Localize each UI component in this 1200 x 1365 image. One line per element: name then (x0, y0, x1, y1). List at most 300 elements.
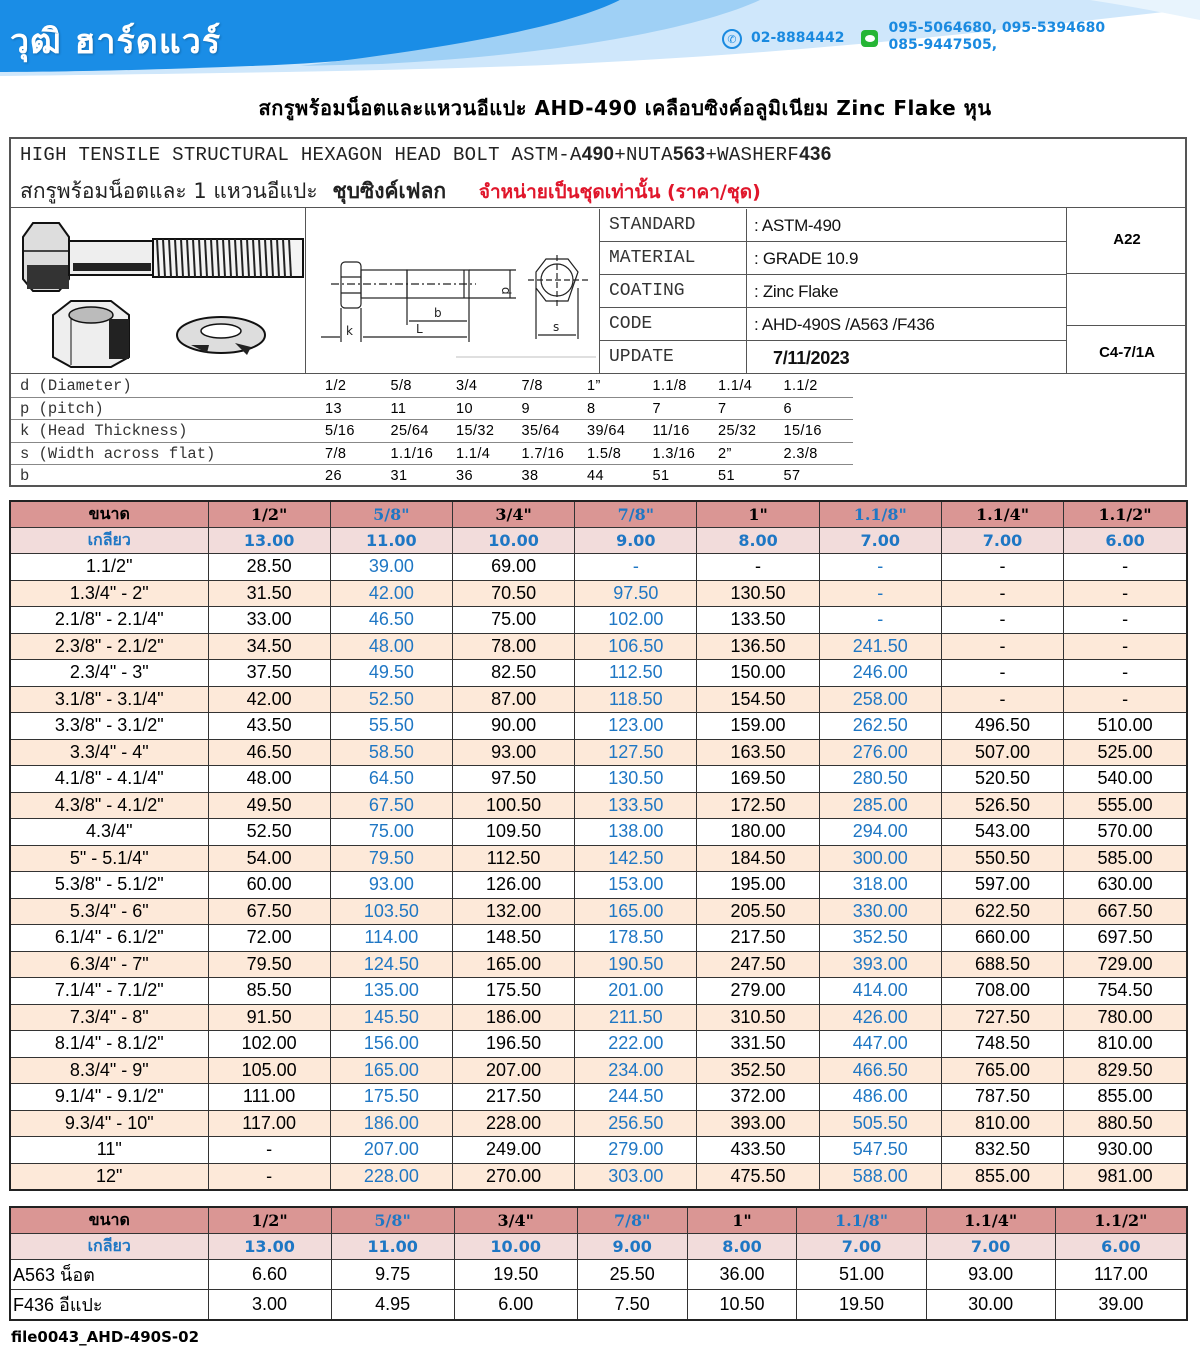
dim-label-k: k (346, 324, 353, 338)
price-cell: - (1064, 580, 1187, 607)
table-row (10, 978, 1187, 1005)
price-cell: 550.50 (941, 845, 1063, 872)
property-coating: COATING : Zinc Flake (599, 275, 1067, 308)
price-cell: 228.00 (452, 1110, 574, 1137)
length-cell: 5.3/8" - 5.1/2" (10, 872, 208, 899)
price-cell: 688.50 (941, 951, 1063, 978)
dimension-value: 25/32 (718, 423, 757, 440)
price-cell: 109.50 (452, 819, 574, 846)
price-cell: 46.50 (208, 739, 330, 766)
price-cell: 510.00 (1064, 713, 1187, 740)
price-cell: 190.50 (575, 951, 697, 978)
length-cell: 3.1/8" - 3.1/4" (10, 686, 208, 713)
price-cell: 7.50 (577, 1290, 687, 1321)
length-cell: 7.1/4" - 7.1/2" (10, 978, 208, 1005)
price-cell: 142.50 (575, 845, 697, 872)
spec-subtitle-main: สกรูพร้อมน็อตและ 1 แหวนอีแปะ (20, 179, 318, 203)
dimension-value: 5/8 (390, 378, 412, 394)
size-header-cell: 3/4" (454, 1207, 577, 1234)
dimension-value: 1” (587, 378, 601, 394)
price-cell: 10.50 (687, 1290, 797, 1321)
table-row (10, 766, 1187, 793)
price-cell: 114.00 (330, 925, 452, 952)
price-cell: 135.00 (330, 978, 452, 1005)
size-header-cell: 5/8" (331, 1207, 454, 1234)
thread-header-cell: 10.00 (454, 1234, 577, 1260)
dimension-value: 1.5/8 (587, 445, 622, 462)
price-cell: 285.00 (819, 792, 941, 819)
dimension-value: 7 (652, 400, 661, 417)
price-cell: - (1064, 660, 1187, 687)
price-cell: 34.50 (208, 633, 330, 660)
price-cell: 175.50 (452, 978, 574, 1005)
thread-header-cell: 7.00 (819, 528, 941, 554)
dimension-value: 10 (456, 400, 473, 417)
spec-coating-label: ชุบซิงค์เฟลก (332, 179, 447, 203)
price-cell: - (697, 554, 819, 581)
sold-as-set-notice: จำหน่ายเป็นชุดเท่านั้น (ราคา/ชุด) (478, 181, 761, 203)
price-cell: 765.00 (941, 1057, 1063, 1084)
mobile-line-2[interactable]: 085-9447505, (888, 37, 998, 53)
size-header-label: ขนาด (10, 1207, 208, 1234)
price-cell: 133.50 (575, 792, 697, 819)
price-cell: 4.95 (331, 1290, 454, 1321)
price-cell: 475.50 (697, 1163, 819, 1190)
price-cell: 540.00 (1064, 766, 1187, 793)
price-cell: 130.50 (575, 766, 697, 793)
price-cell: 136.50 (697, 633, 819, 660)
price-cell: 37.50 (208, 660, 330, 687)
table-row (10, 554, 1187, 581)
table-row (10, 686, 1187, 713)
thread-header-cell: 10.00 (452, 528, 574, 554)
size-header-cell: 5/8" (330, 501, 452, 528)
dimension-value: 11 (390, 400, 407, 417)
price-cell: 310.50 (697, 1004, 819, 1031)
price-cell: 163.50 (697, 739, 819, 766)
price-cell: 330.00 (819, 898, 941, 925)
dimension-value: 2.3/8 (783, 445, 818, 462)
table-row (10, 872, 1187, 899)
thread-header-cell: 9.00 (575, 528, 697, 554)
table-row (10, 607, 1187, 634)
price-cell: - (941, 633, 1063, 660)
size-header-cell: 7/8" (577, 1207, 687, 1234)
size-header-cell: 1.1/2" (1055, 1207, 1187, 1234)
product-illustration (11, 207, 306, 373)
price-cell: 102.00 (208, 1031, 330, 1058)
price-cell: 697.50 (1064, 925, 1187, 952)
price-cell: 102.00 (575, 607, 697, 634)
dimension-value: 39/64 (587, 423, 626, 440)
price-cell: 318.00 (819, 872, 941, 899)
price-cell: 9.75 (331, 1260, 454, 1290)
price-cell: 832.50 (941, 1137, 1063, 1164)
divider (11, 373, 1185, 374)
price-cell: - (1064, 607, 1187, 634)
price-cell: 67.50 (208, 898, 330, 925)
price-cell: 48.00 (208, 766, 330, 793)
length-cell: 4.1/8" - 4.1/4" (10, 766, 208, 793)
price-cell: 25.50 (577, 1260, 687, 1290)
dimension-value: 44 (587, 468, 604, 485)
contact-info (722, 20, 1105, 54)
price-cell: 195.00 (697, 872, 819, 899)
price-cell: 855.00 (941, 1163, 1063, 1190)
price-cell: 525.00 (1064, 739, 1187, 766)
dimension-value: 1.1/4 (456, 445, 491, 462)
dimension-value: 2” (718, 445, 732, 462)
price-cell: 78.00 (452, 633, 574, 660)
price-cell: 754.50 (1064, 978, 1187, 1005)
size-header-cell: 1" (697, 501, 819, 528)
price-cell: 393.00 (819, 951, 941, 978)
price-cell: 547.50 (819, 1137, 941, 1164)
thread-header-cell: 6.00 (1064, 528, 1187, 554)
price-cell: 154.50 (697, 686, 819, 713)
price-cell: 75.00 (330, 819, 452, 846)
dimension-value: 1.7/16 (521, 445, 565, 462)
price-cell: - (819, 554, 941, 581)
price-cell: - (208, 1163, 330, 1190)
price-cell: - (1064, 633, 1187, 660)
price-cell: 3.00 (208, 1290, 331, 1321)
price-cell: 729.00 (1064, 951, 1187, 978)
thread-header-row (10, 528, 1187, 554)
dimension-value: 11/16 (652, 423, 690, 440)
price-cell: 588.00 (819, 1163, 941, 1190)
spec-sheet (9, 137, 1187, 487)
thread-header-cell: 8.00 (687, 1234, 797, 1260)
price-cell: 52.50 (208, 819, 330, 846)
length-cell: 3.3/4" - 4" (10, 739, 208, 766)
price-cell: 570.00 (1064, 819, 1187, 846)
size-header-cell: 1.1/8" (819, 501, 941, 528)
price-cell: 138.00 (575, 819, 697, 846)
length-cell: 2.3/8" - 2.1/2" (10, 633, 208, 660)
table-row (10, 1163, 1187, 1190)
brand-logo-text: วุฒิ ฮาร์ดแวร์ (10, 22, 222, 62)
table-row (10, 1110, 1187, 1137)
price-cell: 256.50 (575, 1110, 697, 1137)
dimension-row-diameter: d (Diameter) 1/2 5/8 3/4 7/8 1” 1.1/8 1.1/4 1.1/2 (11, 375, 853, 398)
dimension-value: 38 (521, 468, 539, 485)
property-standard: STANDARD : ASTM-490 (599, 209, 1067, 242)
price-cell: 727.50 (941, 1004, 1063, 1031)
price-cell: 145.50 (330, 1004, 452, 1031)
price-cell: 118.50 (575, 686, 697, 713)
price-cell: 247.50 (697, 951, 819, 978)
price-cell: 148.50 (452, 925, 574, 952)
price-cell: 196.50 (452, 1031, 574, 1058)
price-cell: 708.00 (941, 978, 1063, 1005)
price-cell: 234.00 (575, 1057, 697, 1084)
thread-header-row (10, 1234, 1187, 1260)
price-cell: 184.50 (697, 845, 819, 872)
price-cell: - (941, 580, 1063, 607)
price-cell: 75.00 (452, 607, 574, 634)
thread-header-cell: 7.00 (926, 1234, 1055, 1260)
length-cell: 4.3/8" - 4.1/2" (10, 792, 208, 819)
price-cell: 241.50 (819, 633, 941, 660)
price-cell: 6.60 (208, 1260, 331, 1290)
price-cell: 352.50 (819, 925, 941, 952)
price-cell: 505.50 (819, 1110, 941, 1137)
price-cell: 622.50 (941, 898, 1063, 925)
size-header-label: ขนาด (10, 501, 208, 528)
price-cell: - (575, 554, 697, 581)
dimension-value: 35/64 (521, 423, 560, 440)
price-cell: 520.50 (941, 766, 1063, 793)
price-cell: 780.00 (1064, 1004, 1187, 1031)
table-row (10, 713, 1187, 740)
size-header-cell: 1.1/4" (941, 501, 1063, 528)
price-cell: 100.50 (452, 792, 574, 819)
price-cell: 276.00 (819, 739, 941, 766)
table-row (10, 898, 1187, 925)
price-cell: 54.00 (208, 845, 330, 872)
dimension-value: 3/4 (456, 378, 478, 394)
price-cell: 67.50 (330, 792, 452, 819)
price-cell: 178.50 (575, 925, 697, 952)
phone-icon: ✆ (722, 29, 742, 49)
price-cell: 217.50 (452, 1084, 574, 1111)
price-cell: 159.00 (697, 713, 819, 740)
dimension-value: 7/8 (325, 445, 347, 462)
price-cell: 372.00 (697, 1084, 819, 1111)
length-cell: 2.3/4" - 3" (10, 660, 208, 687)
price-cell: 111.00 (208, 1084, 330, 1111)
price-cell: 585.00 (1064, 845, 1187, 872)
price-cell: 175.50 (330, 1084, 452, 1111)
size-header-cell: 1.1/8" (797, 1207, 926, 1234)
table-row (10, 792, 1187, 819)
price-cell: 117.00 (1055, 1260, 1187, 1290)
price-cell: 207.00 (330, 1137, 452, 1164)
table-row (10, 1290, 1187, 1321)
length-cell: 6.1/4" - 6.1/2" (10, 925, 208, 952)
price-cell: 48.00 (330, 633, 452, 660)
dimension-value: 15/32 (456, 423, 495, 440)
price-cell: 507.00 (941, 739, 1063, 766)
spec-subtitle-line (20, 175, 761, 208)
thread-header-cell: 11.00 (331, 1234, 454, 1260)
price-cell: 280.50 (819, 766, 941, 793)
price-cell: 555.00 (1064, 792, 1187, 819)
price-cell: 855.00 (1064, 1084, 1187, 1111)
side-code-bottom: C4-7/1A (1099, 344, 1155, 361)
length-cell: 3.3/8" - 3.1/2" (10, 713, 208, 740)
price-cell: - (941, 554, 1063, 581)
table-row (10, 1137, 1187, 1164)
price-cell: 6.00 (454, 1290, 577, 1321)
price-cell: 69.00 (452, 554, 574, 581)
price-cell: 112.50 (575, 660, 697, 687)
price-cell: 52.50 (330, 686, 452, 713)
dimension-row-pitch: p (pitch) 13 11 10 9 8 7 7 6 (11, 398, 853, 421)
dimension-row-b: b 26 31 36 38 44 51 51 57 (11, 465, 853, 488)
price-cell: 112.50 (452, 845, 574, 872)
dimension-value: 15/16 (783, 423, 822, 440)
length-cell: 4.3/4" (10, 819, 208, 846)
price-cell: 244.50 (575, 1084, 697, 1111)
line-app-icon (861, 30, 878, 47)
price-cell: 43.50 (208, 713, 330, 740)
price-cell: 132.00 (452, 898, 574, 925)
price-cell: 258.00 (819, 686, 941, 713)
property-material: MATERIAL : GRADE 10.9 (599, 242, 1067, 275)
size-header-row (10, 1207, 1187, 1234)
price-cell: 186.00 (452, 1004, 574, 1031)
dimension-row-head-thickness: k (Head Thickness) 5/16 25/64 15/32 35/64 39/64 11/16 25/32 15/16 (11, 420, 853, 443)
table-row (10, 1084, 1187, 1111)
price-cell: 466.50 (819, 1057, 941, 1084)
price-cell: - (941, 660, 1063, 687)
price-cell: 124.50 (330, 951, 452, 978)
dimension-value: 31 (390, 468, 408, 485)
table-row (10, 845, 1187, 872)
table-row (10, 1260, 1187, 1290)
price-cell: 660.00 (941, 925, 1063, 952)
size-header-cell: 3/4" (452, 501, 574, 528)
price-cell: 246.00 (819, 660, 941, 687)
dimension-value: 7/8 (521, 378, 543, 394)
dimension-value: 1.3/16 (652, 445, 696, 462)
price-cell: 543.00 (941, 819, 1063, 846)
price-cell: 82.50 (452, 660, 574, 687)
size-header-cell: 1" (687, 1207, 797, 1234)
price-cell: 393.00 (697, 1110, 819, 1137)
property-code: CODE : AHD-490S /A563 /F436 (599, 308, 1067, 341)
price-cell: 70.50 (452, 580, 574, 607)
price-cell: 228.00 (330, 1163, 452, 1190)
price-cell: 414.00 (819, 978, 941, 1005)
price-cell: 630.00 (1064, 872, 1187, 899)
thread-header-cell: 9.00 (577, 1234, 687, 1260)
side-code-top: A22 (1113, 231, 1141, 248)
price-cell: 262.50 (819, 713, 941, 740)
price-cell: 97.50 (452, 766, 574, 793)
price-cell: 117.00 (208, 1110, 330, 1137)
size-header-cell: 1.1/4" (926, 1207, 1055, 1234)
price-cell: 810.00 (941, 1110, 1063, 1137)
mobile-line-1[interactable]: 095-5064680, 095-5394680 (888, 20, 1106, 36)
price-cell: - (208, 1137, 330, 1164)
thread-header-cell: 13.00 (208, 528, 330, 554)
length-cell: 5" - 5.1/4" (10, 845, 208, 872)
price-cell: 79.50 (208, 951, 330, 978)
item-label-cell: F436 อีแปะ (10, 1290, 208, 1321)
price-cell: 447.00 (819, 1031, 941, 1058)
price-cell: 279.00 (575, 1137, 697, 1164)
price-cell: 133.50 (697, 607, 819, 634)
price-cell: 303.00 (575, 1163, 697, 1190)
price-cell: 294.00 (819, 819, 941, 846)
dimension-value: 1/2 (325, 378, 347, 394)
dimension-value: 5/16 (325, 423, 355, 440)
price-cell: 300.00 (819, 845, 941, 872)
price-cell: 211.50 (575, 1004, 697, 1031)
price-cell: 165.00 (330, 1057, 452, 1084)
thread-header-label: เกลียว (10, 1234, 208, 1260)
price-cell: 93.00 (330, 872, 452, 899)
price-cell: 39.00 (1055, 1290, 1187, 1321)
price-cell: 496.50 (941, 713, 1063, 740)
price-cell: 33.00 (208, 607, 330, 634)
size-header-row (10, 501, 1187, 528)
length-cell: 12" (10, 1163, 208, 1190)
length-cell: 2.1/8" - 2.1/4" (10, 607, 208, 634)
dimension-value: 36 (456, 468, 473, 485)
price-cell: 249.00 (452, 1137, 574, 1164)
table-row (10, 580, 1187, 607)
price-cell: 36.00 (687, 1260, 797, 1290)
price-cell: 46.50 (330, 607, 452, 634)
price-cell: - (941, 607, 1063, 634)
dim-label-b: b (434, 306, 442, 320)
dimension-table (11, 375, 1185, 488)
price-cell: 169.50 (697, 766, 819, 793)
price-cell: 180.00 (697, 819, 819, 846)
dim-label-d: d (499, 287, 513, 295)
dimension-value: 57 (783, 468, 801, 485)
dimension-value: 13 (325, 400, 342, 417)
dim-label-L: L (416, 322, 423, 336)
nut-washer-price-table (9, 1206, 1188, 1321)
dim-label-s: s (553, 320, 560, 334)
price-cell: 58.50 (330, 739, 452, 766)
price-cell: 19.50 (454, 1260, 577, 1290)
table-row (10, 925, 1187, 952)
price-cell: 42.00 (330, 580, 452, 607)
length-cell: 5.3/4" - 6" (10, 898, 208, 925)
price-cell: - (1064, 554, 1187, 581)
length-cell: 7.3/4" - 8" (10, 1004, 208, 1031)
phone-number[interactable]: 02-8884442 (751, 30, 845, 46)
price-cell: 270.00 (452, 1163, 574, 1190)
table-row (10, 1031, 1187, 1058)
price-cell: 156.00 (330, 1031, 452, 1058)
price-cell: 748.50 (941, 1031, 1063, 1058)
price-cell: 79.50 (330, 845, 452, 872)
price-cell: 201.00 (575, 978, 697, 1005)
size-header-cell: 1.1/2" (1064, 501, 1187, 528)
price-cell: 172.50 (697, 792, 819, 819)
dimension-value: 8 (587, 400, 596, 417)
price-cell: 49.50 (208, 792, 330, 819)
price-cell: 93.00 (926, 1260, 1055, 1290)
price-cell: 153.00 (575, 872, 697, 899)
bolt-price-table (9, 500, 1188, 1191)
table-row (10, 739, 1187, 766)
price-cell: 597.00 (941, 872, 1063, 899)
dimension-value: 1.1/8 (652, 378, 687, 394)
price-cell: 72.00 (208, 925, 330, 952)
price-cell: 51.00 (797, 1260, 926, 1290)
price-cell: 91.50 (208, 1004, 330, 1031)
price-cell: 97.50 (575, 580, 697, 607)
dimension-row-width-across-flat: s (Width across flat) 7/8 1.1/16 1.1/4 1.7/16 1.5/8 1.3/16 2” 2.3/8 (11, 443, 853, 466)
price-cell: 39.00 (330, 554, 452, 581)
dimension-value: 1.1/4 (718, 378, 753, 394)
length-cell: 11" (10, 1137, 208, 1164)
size-header-cell: 7/8" (575, 501, 697, 528)
price-cell: 222.00 (575, 1031, 697, 1058)
length-cell: 1.1/2" (10, 554, 208, 581)
thread-header-cell: 7.00 (941, 528, 1063, 554)
thread-header-cell: 11.00 (330, 528, 452, 554)
price-cell: 93.00 (452, 739, 574, 766)
